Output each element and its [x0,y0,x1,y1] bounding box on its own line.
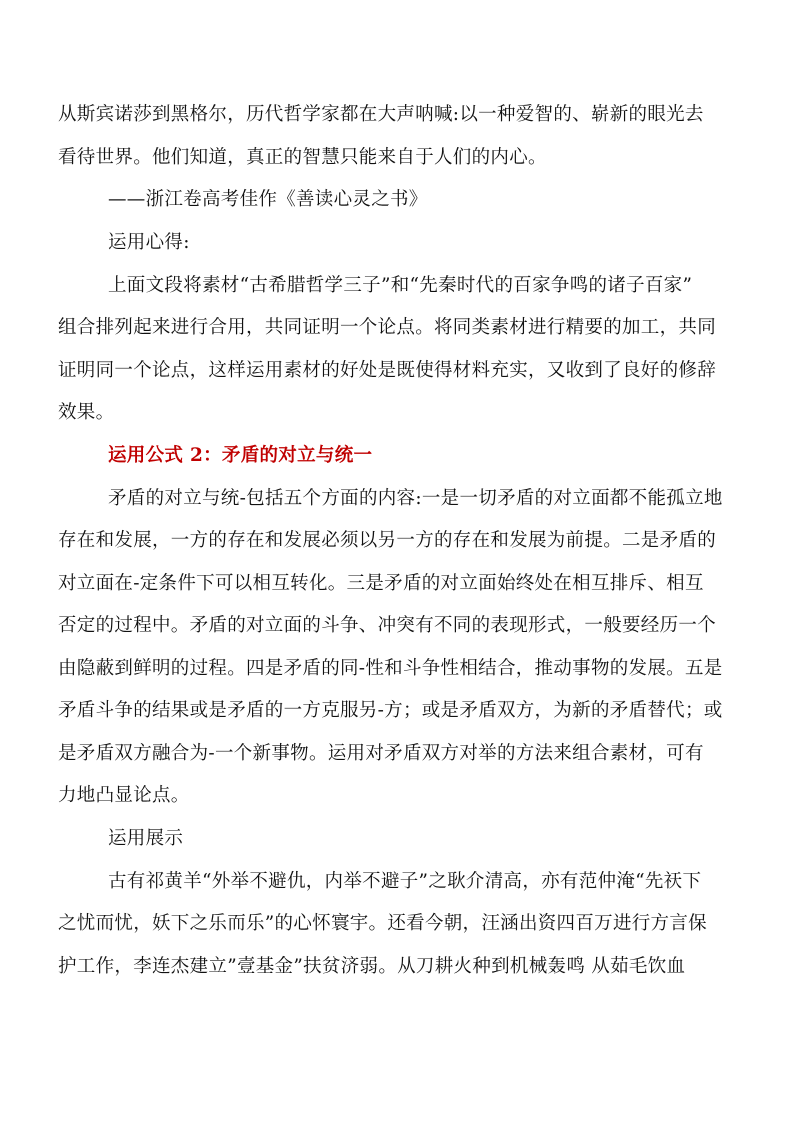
para1-line1: 从斯宾诺莎到黑格尔，历代哲学家都在大声呐喊:以一种爱智的、崭新的眼光去 [58,104,704,125]
para3-line4: 否定的过程中。矛盾的对立面的斗争、冲突有不同的表现形式，一般要经历一个 [58,615,717,636]
showcase-label: 运用展示 [108,828,184,849]
source-citation: ——浙江卷高考佳作《善读心灵之书》 [108,189,428,210]
para3-line7: 是矛盾双方融合为-一个新事物。运用对矛盾双方对举的方法来组合素材，可有 [58,743,704,764]
para4-line1: 古有祁黄羊“外举不避仇，内举不避子”之耿介清高，亦有范仲淹“先祆下 [108,871,702,892]
para2-line1: 上面文段将素材“古希腊哲学三子”和“先秦时代的百家争鸣的诸子百家” [108,275,693,296]
para3-line3: 对立面在-定条件下可以相互转化。三是矛盾的对立面始终处在相互排斥、相互 [58,573,704,594]
para3-line8: 力地凸显论点。 [58,785,190,806]
usage-label: 运用心得: [108,232,190,253]
para1-line2: 看待世界。他们知道，真正的智慧只能来自于人们的内心。 [58,147,547,168]
para3-line1: 矛盾的对立与统-包括五个方面的内容:一是一切矛盾的对立面都不能孤立地 [108,488,723,509]
para3-line2: 存在和发展，一方的存在和发展必须以另一方的存在和发展为前提。二是矛盾的 [58,530,717,551]
para4-line2: 之忧而忧，妖下之乐而乐”的心怀寰宇。还看今朝，汪涵出资四百万进行方言保 [58,913,707,934]
para4-line3: 护工作，李连杰建立”壹基金”扶贫济弱。从刀耕火种到机械轰鸣 从茹毛饮血 [58,956,686,977]
section-heading: 运用公式 2：矛盾的对立与统一 [108,445,373,466]
para2-line3: 证明同一个论点，这样运用素材的好处是既使得材料充实，又收到了良好的修辞 [58,360,717,381]
para2-line2: 组合排列起来进行合用，共同证明一个论点。将同类素材进行精要的加工，共同 [58,317,717,338]
para3-line5: 由隐蔽到鲜明的过程。四是矛盾的同-性和斗争性相结合，推动事物的发展。五是 [58,658,723,679]
para2-line4: 效果。 [58,402,115,423]
para3-line6: 矛盾斗争的结果或是矛盾的一方克服另-方；或是矛盾双方，为新的矛盾替代；或 [58,700,723,721]
